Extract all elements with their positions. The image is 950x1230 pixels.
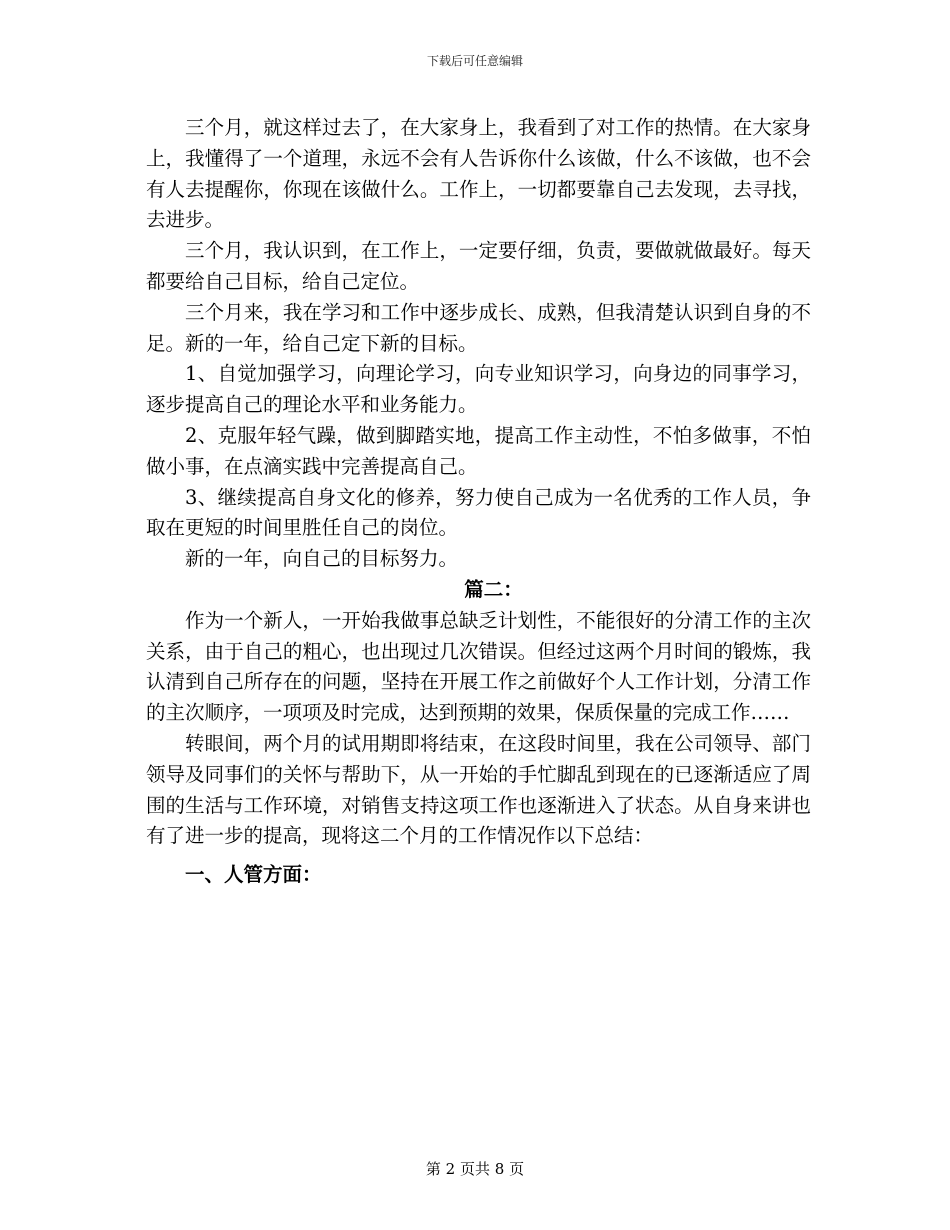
paragraph: 三个月，就这样过去了，在大家身上，我看到了对工作的热情。在大家身上，我懂得了一个道理，永远不会有人告诉你什么该做，什么不该做，也不会有人去提醒你，你现在该做什么。工作上，一切都要靠自己去发现，去寻找，去进步。: [146, 116, 811, 232]
paragraph: 转眼间，两个月的试用期即将结束，在这段时间里，我在公司领导、部门领导及同事们的关怀与帮助下，从一开始的手忙脚乱到现在的已逐渐适应了周围的生活与工作环境，对销售支持这项工作也逐渐进入了状态。从自身来讲也有了进一步的提高，现将这二个月的工作情况作以下总结：: [146, 731, 811, 848]
list-paragraph: 1、自觉加强学习，向理论学习，向专业知识学习，向身边的同事学习，逐步提高自己的理论水平和业务能力。: [146, 362, 811, 417]
list-paragraph: 2、克服年轻气躁，做到脚踏实地，提高工作主动性，不怕多做事，不怕做小事，在点滴实践中完善提高自己。: [146, 423, 811, 478]
paragraph: 作为一个新人，一开始我做事总缺乏计划性，不能很好的分清工作的主次关系，由于自己的粗心，也出现过几次错误。但经过这两个月时间的锻炼，我认清到自己所存在的问题，坚持在开展工作之前做好个人工作计划，分清工作的主次顺序，一项项及时完成，达到预期的效果，保质保量的完成工作……: [146, 608, 811, 725]
paragraph: 三个月，我认识到，在工作上，一定要仔细，负责，要做就做最好。每天都要给自己目标，给自己定位。: [146, 239, 811, 293]
subsection-heading: 一、人管方面：: [185, 863, 322, 887]
section-title: 篇二：: [464, 577, 523, 601]
page-header: 下载后可任意编辑: [426, 54, 523, 68]
paragraph: 三个月来，我在学习和工作中逐步成长、成熟，但我清楚认识到自身的不足。新的一年，给自己定下新的目标。: [146, 300, 811, 355]
paragraph: 新的一年，向自己的目标努力。: [185, 547, 459, 571]
list-paragraph: 3、继续提高自身文化的修养，努力使自己成为一名优秀的工作人员，争取在更短的时间里胜任自己的岗位。: [146, 485, 811, 540]
document-body: [146, 113, 811, 891]
page-footer: 第 2 页共 8 页: [425, 1160, 525, 1178]
